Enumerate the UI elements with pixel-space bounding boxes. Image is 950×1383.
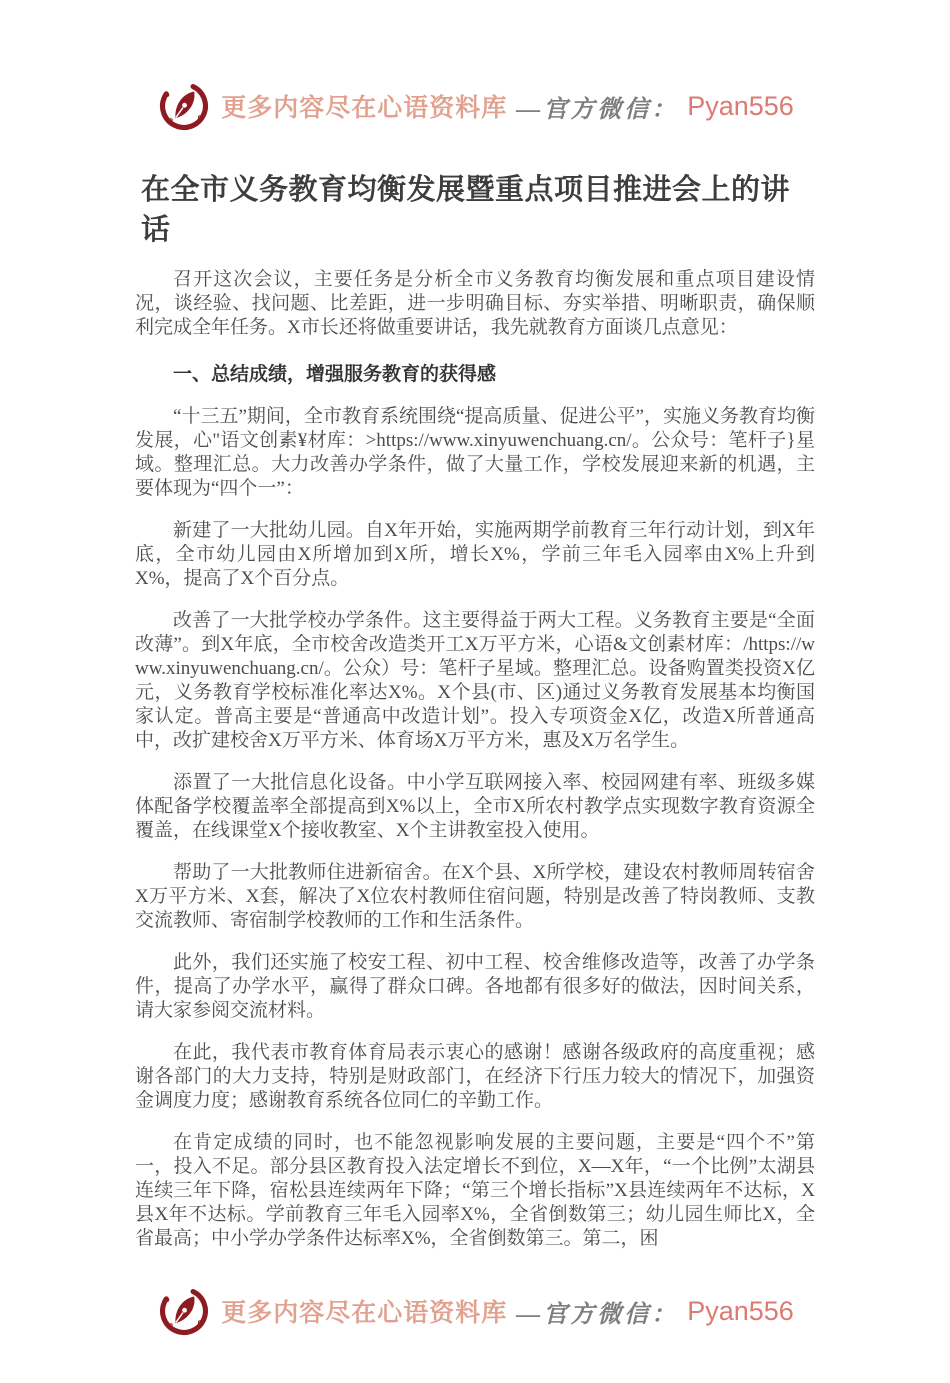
body-paragraph: “十三五”期间，全市教育系统围绕“提高质量、促进公平”，实施义务教育均衡发展，心"语文创素¥材库：>https://www.xinyuwenchuang.cn/。公众号：笔杆子}星域。整理汇总。大力改善办学条件，做了大量工作，学校发展迎来新的机遇，主要体现为“四个一”：	[135, 406, 815, 499]
pen-nib-circle-icon	[156, 1281, 212, 1341]
body-paragraph: 帮助了一大批教师住进新宿舍。在X个县、X所学校，建设农村教师周转宿舍X万平方米、X套，解决了X位农村教师住宿问题，特别是改善了特岗教师、支教交流教师、寄宿制学校教师的工作和生活条件。	[135, 862, 815, 931]
body-paragraph: 添置了一大批信息化设备。中小学互联网接入率、校园网建有率、班级多媒体配备学校覆盖率全部提高到X%以上，全市X所农村教学点实现数字教育资源全覆盖，在线课堂X个接收教室、X个主讲教室投入使用。	[135, 772, 815, 841]
promo-header	[135, 74, 815, 138]
pen-nib-circle-icon	[156, 76, 212, 136]
promo-wechat-label: —官方微信：	[516, 96, 679, 123]
body-paragraph: 新建了一大批幼儿园。自X年开始，实施两期学前教育三年行动计划，到X年底，全市幼儿园由X所增加到X所，增长X%，学前三年毛入园率由X%上升到X%，提高了X个百分点。	[135, 520, 815, 589]
promo-brand-text: 更多内容尽在心语资料库	[221, 95, 508, 122]
promo-wechat-id: Pyan556	[687, 90, 794, 121]
body-paragraph-intro: 召开这次会议，主要任务是分析全市义务教育均衡发展和重点项目建设情况，谈经验、找问题、比差距，进一步明确目标、夯实举措、明晰职责，确保顺利完成全年任务。X市长还将做重要讲话，我先就教育方面谈几点意见：	[135, 269, 815, 338]
body-paragraph: 改善了一大批学校办学条件。这主要得益于两大工程。义务教育主要是“全面改薄”。到X年底，全市校舍改造类开工X万平方米，心语&文创素材库：/https://www.xinyuwenchuang.cn/。公众）号：笔杆子星域。整理汇总。设备购置类投资X亿元，义务教育学校标准化率达X%。X个县(市、区)通过义务教育发展基本均衡国家认定。普高主要是“普通高中改造计划”。投入专项资金X亿，改造X所普通高中，改扩建校舍X万平方米、体育场X万平方米，惠及X万名学生。	[135, 610, 815, 751]
section-heading-1: 一、总结成绩，增强服务教育的获得感	[173, 364, 497, 385]
promo-wechat-id: Pyan556	[687, 1295, 794, 1326]
body-paragraph: 在肯定成绩的同时，也不能忽视影响发展的主要问题，主要是“四个不”第一，投入不足。部分县区教育投入法定增长不到位，X—X年，“一个比例”太湖县连续三年下降，宿松县连续两年下降；“第三个增长指标”X县连续两年不达标，X县X年不达标。学前教育三年毛入园率X%，全省倒数第三；幼儿园生师比X，全省最高；中小学办学条件达标率X%，全省倒数第三。第二，困	[135, 1132, 815, 1249]
promo-wechat-label: —官方微信：	[516, 1301, 679, 1328]
body-paragraph: 在此，我代表市教育体育局表示衷心的感谢！感谢各级政府的高度重视；感谢各部门的大力支持，特别是财政部门，在经济下行压力较大的情况下，加强资金调度力度；感谢教育系统各位同仁的辛勤工作。	[135, 1042, 815, 1111]
promo-footer	[135, 1279, 815, 1343]
body-paragraph: 此外，我们还实施了校安工程、初中工程、校舍维修改造等，改善了办学条件，提高了办学水平，赢得了群众口碑。各地都有很多好的做法，因时间关系，请大家参阅交流材料。	[135, 952, 815, 1021]
promo-brand-text: 更多内容尽在心语资料库	[221, 1300, 508, 1327]
document-title: 在全市义务教育均衡发展暨重点项目推进会上的讲话	[141, 174, 791, 246]
